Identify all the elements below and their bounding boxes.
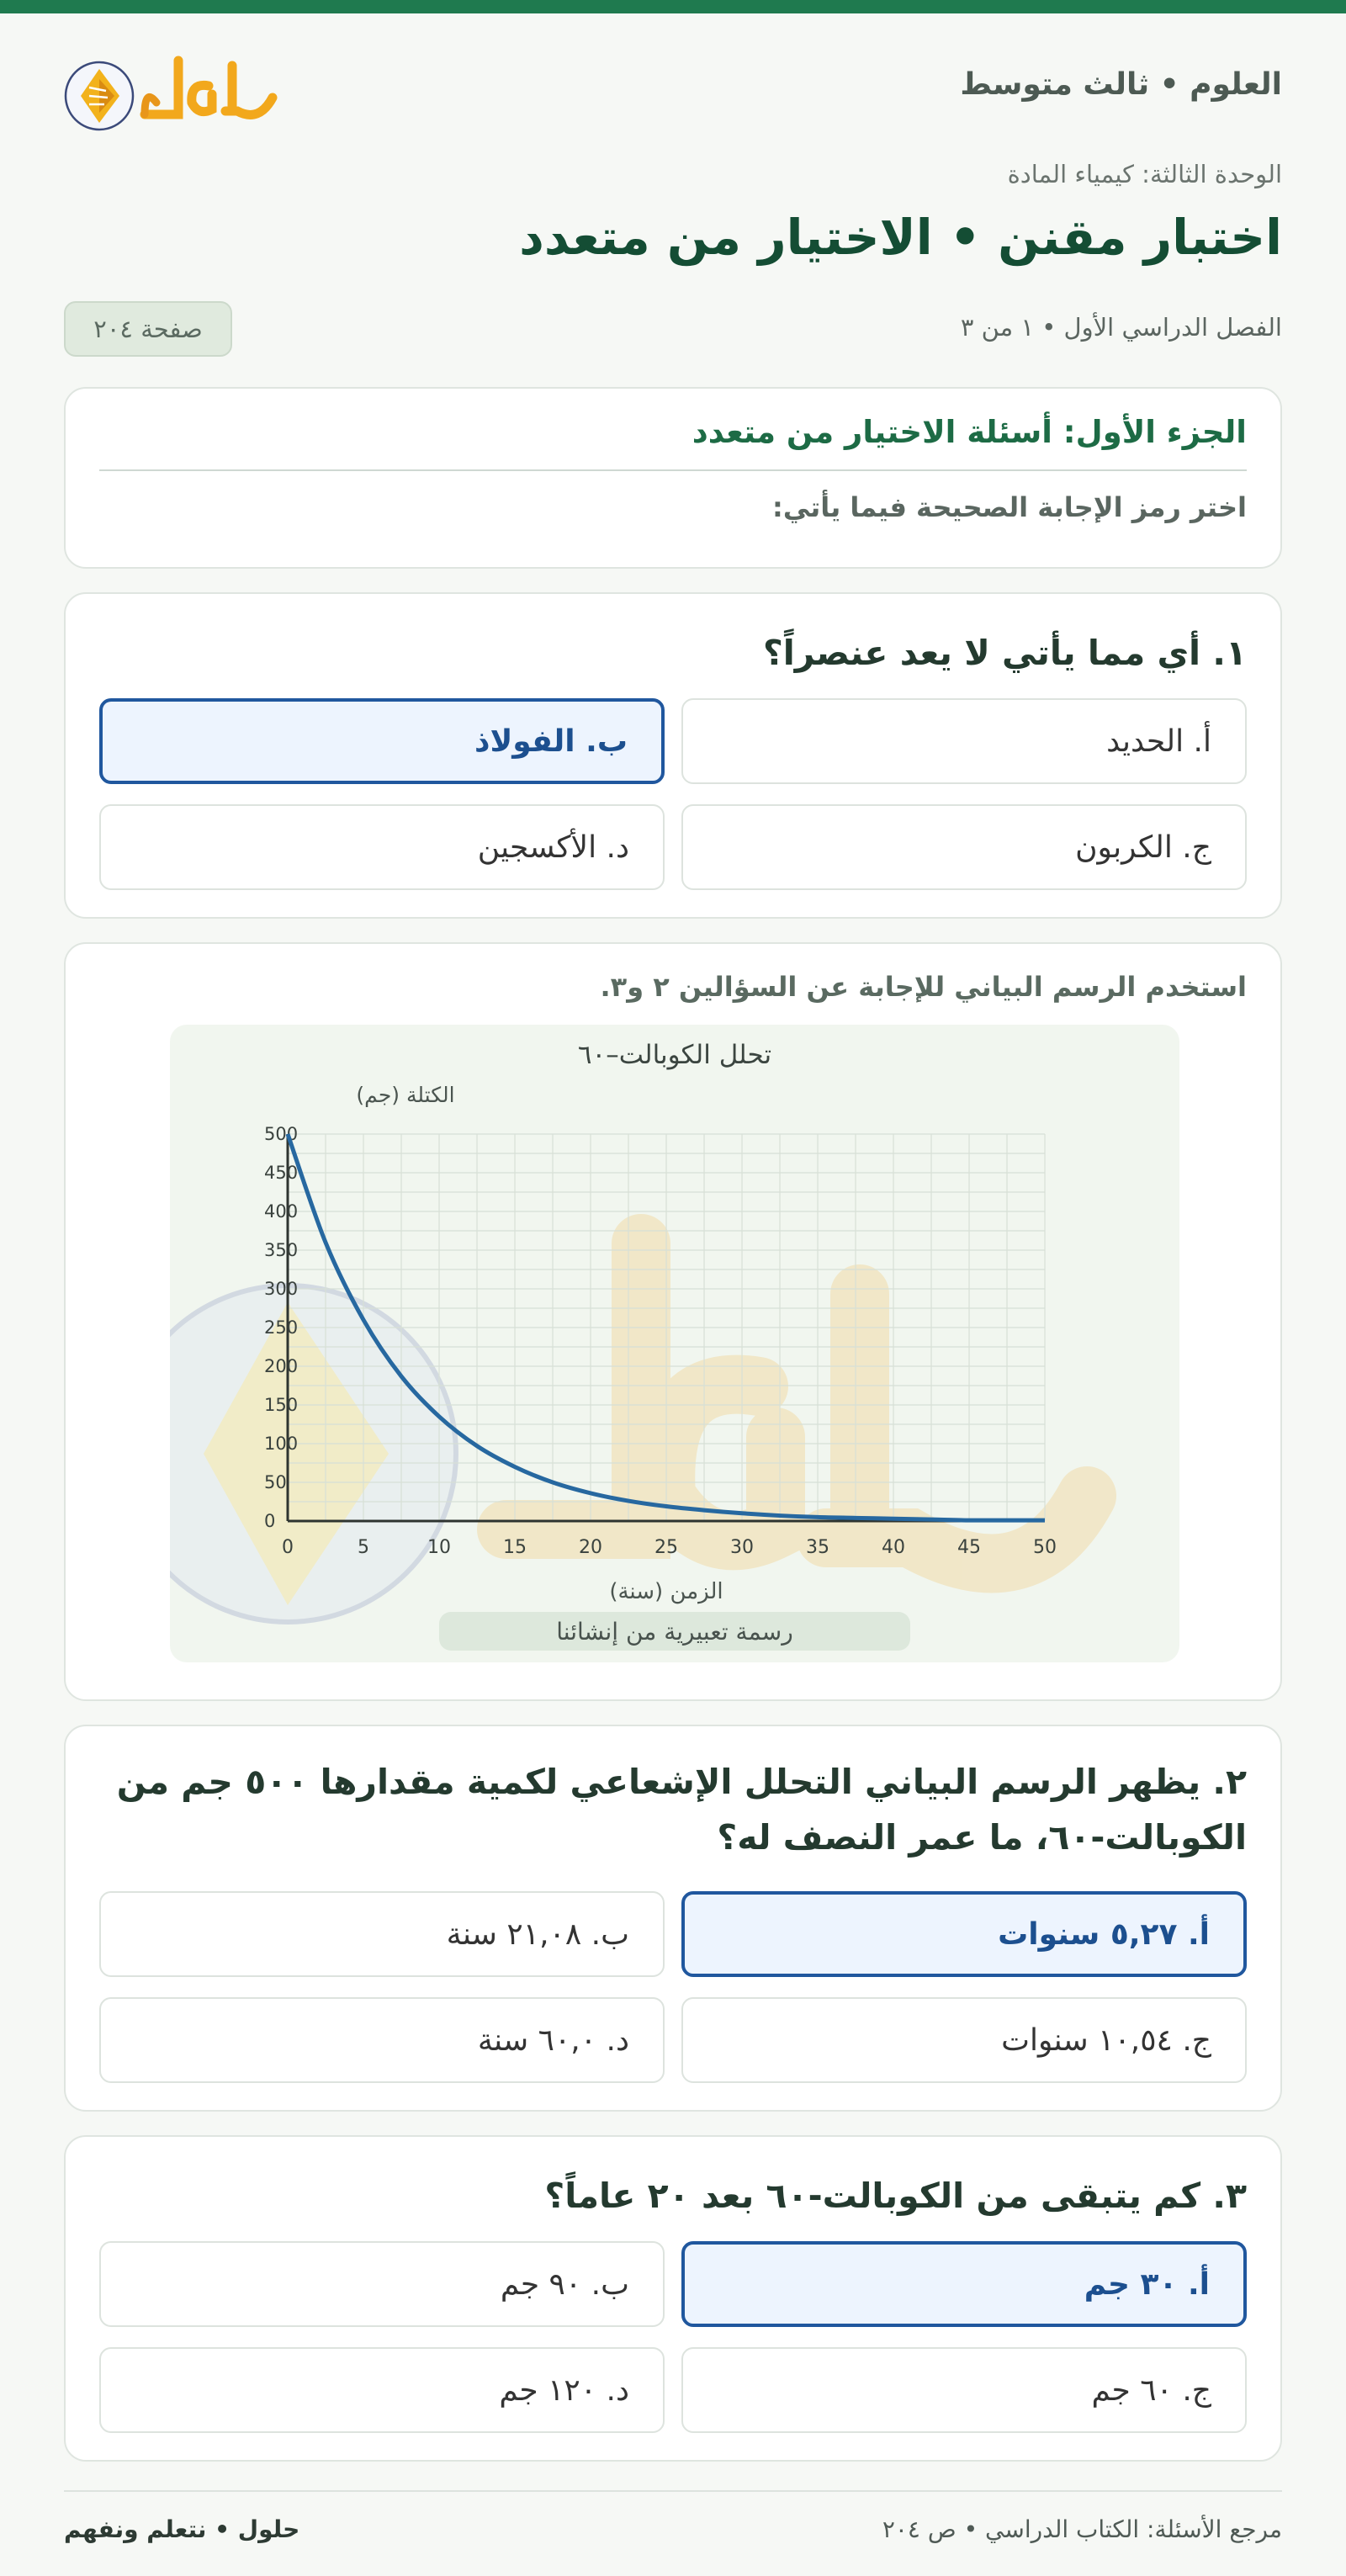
y-tick-label: 350: [264, 1240, 299, 1260]
x-tick-label: 15: [503, 1537, 527, 1558]
question-card-3: [64, 2135, 1282, 2462]
y-tick-label: 0: [264, 1511, 276, 1531]
chart-card: [64, 942, 1282, 1701]
y-tick-label: 450: [264, 1163, 299, 1183]
x-tick-label: 5: [358, 1537, 369, 1558]
chart-title: تحلل الكوبالت–٦٠: [577, 1040, 772, 1070]
chart-caption: رسمة تعبيرية من إنشائنا: [556, 1618, 793, 1646]
x-tick-label: 25: [654, 1537, 678, 1558]
option-d[interactable]: د. الأكسجين: [99, 804, 665, 890]
option-a[interactable]: أ. ٣٠ جم: [681, 2241, 1247, 2327]
page-number-badge: صفحة ٢٠٤: [64, 301, 232, 357]
y-tick-label: 250: [264, 1317, 299, 1338]
y-tick-label: 100: [264, 1434, 299, 1454]
x-tick-label: 45: [957, 1537, 981, 1558]
question-text: ٢. يظهر الرسم البياني التحلل الإشعاعي لكمية مقدارها ٥٠٠ جم من الكوبالت-٦٠، ما عمر النصف له؟: [116, 1762, 1247, 1858]
x-tick-label: 10: [427, 1537, 451, 1558]
footer-reference: مرجع الأسئلة: الكتاب الدراسي • ص ٢٠٤: [882, 2515, 1282, 2543]
section-header-card: [64, 387, 1282, 569]
question-card-1: [64, 592, 1282, 919]
chart-panel: [170, 1025, 1179, 1662]
y-tick-label: 400: [264, 1201, 299, 1222]
chart-instruction: استخدم الرسم البياني للإجابة عن السؤالين ٢ و٣.: [600, 971, 1247, 1003]
question-text: ١. أي مما يأتي لا يعد عنصراً؟: [762, 633, 1247, 673]
y-tick-label: 300: [264, 1279, 299, 1299]
x-tick-label: 30: [730, 1537, 754, 1558]
option-d[interactable]: د. ١٢٠ جم: [99, 2347, 665, 2433]
y-tick-label: 50: [264, 1472, 287, 1492]
brand-logo[interactable]: [64, 54, 291, 138]
decay-chart: [170, 1025, 1179, 1662]
chart-grid: [288, 1134, 1045, 1521]
x-tick-label: 35: [806, 1537, 829, 1558]
x-tick-label: 0: [282, 1537, 294, 1558]
unit-label: الوحدة الثالثة: كيمياء المادة: [1007, 160, 1282, 188]
section-divider: [99, 469, 1247, 471]
footer-brand: حلول • نتعلم ونفهم: [64, 2515, 300, 2543]
x-axis-label: الزمن (سنة): [609, 1579, 723, 1604]
question-card-2: [64, 1725, 1282, 2112]
question-text: ٣. كم يتبقى من الكوبالت-٦٠ بعد ٢٠ عاماً؟: [544, 2176, 1247, 2216]
y-axis-label: الكتلة (جم): [356, 1083, 455, 1107]
page-title: اختبار مقنن • الاختيار من متعدد: [519, 209, 1282, 266]
option-a[interactable]: أ. الحديد: [681, 698, 1247, 784]
section-instruction: اختر رمز الإجابة الصحيحة فيما يأتي:: [772, 491, 1247, 523]
section-title: الجزء الأول: أسئلة الاختيار من متعدد: [692, 414, 1247, 450]
y-tick-label: 500: [264, 1124, 299, 1144]
y-tick-label: 200: [264, 1356, 299, 1376]
top-accent-bar: [0, 0, 1346, 13]
footer-divider: [64, 2490, 1282, 2492]
term-label: الفصل الدراسي الأول • ١ من ٣: [960, 313, 1282, 342]
subject-label: العلوم • ثالث متوسط: [960, 67, 1282, 102]
option-c[interactable]: ج. الكربون: [681, 804, 1247, 890]
option-c[interactable]: ج. ٦٠ جم: [681, 2347, 1247, 2433]
option-b[interactable]: ب. ٢١,٠٨ سنة: [99, 1891, 665, 1977]
option-a[interactable]: أ. ٥,٢٧ سنوات: [681, 1891, 1247, 1977]
page-header: [64, 42, 1282, 143]
option-c[interactable]: ج. ١٠,٥٤ سنوات: [681, 1997, 1247, 2083]
x-tick-label: 50: [1033, 1537, 1057, 1558]
option-b[interactable]: ب. الفولاذ: [99, 698, 665, 784]
y-tick-label: 150: [264, 1395, 299, 1415]
x-tick-label: 20: [579, 1537, 602, 1558]
option-d[interactable]: د. ٦٠,٠ سنة: [99, 1997, 665, 2083]
x-tick-label: 40: [882, 1537, 905, 1558]
option-b[interactable]: ب. ٩٠ جم: [99, 2241, 665, 2327]
